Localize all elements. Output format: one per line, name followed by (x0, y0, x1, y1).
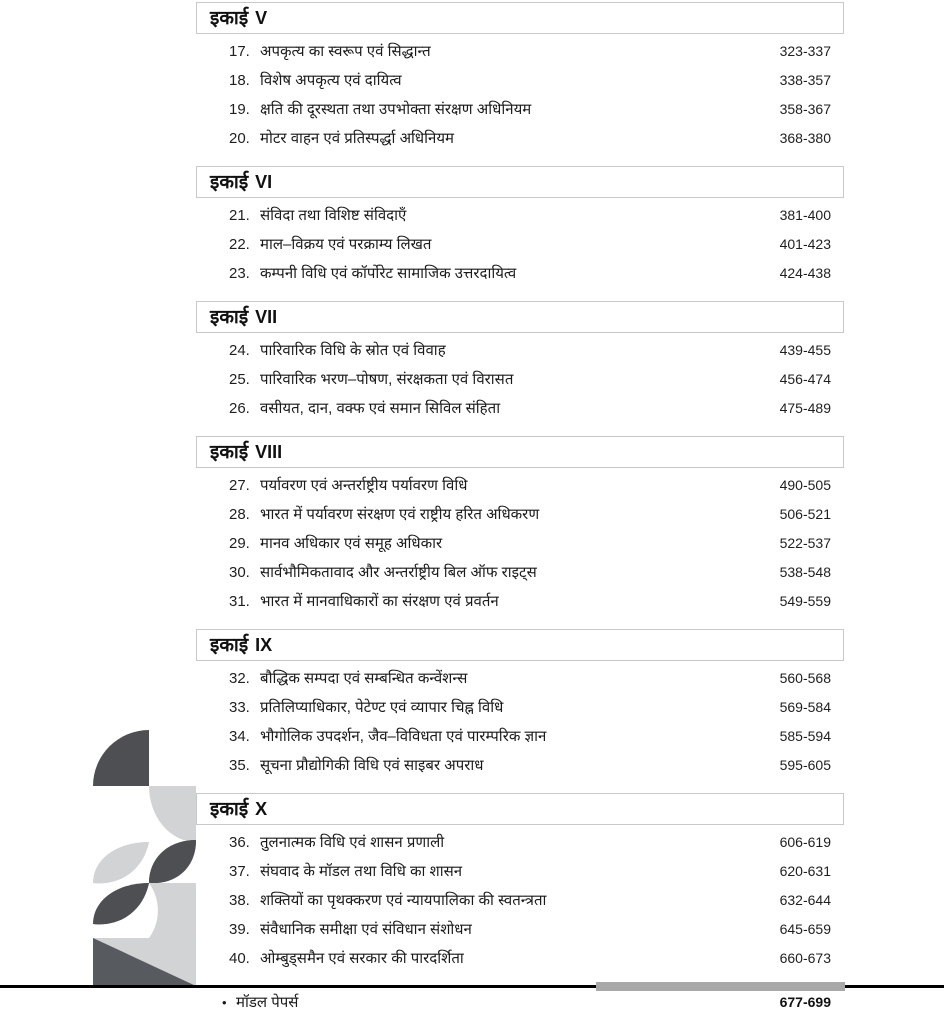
toc-entry-row[interactable] (196, 591, 844, 620)
toc-entry-row[interactable] (196, 70, 844, 99)
toc-entry-title: अपकृत्य का स्वरूप एवं सिद्धान्त (260, 43, 431, 60)
toc-entry-pages: 506-521 (779, 506, 831, 522)
toc-entry-number: 31. (229, 593, 250, 610)
toc-entry-title: सार्वभौमिकतावाद और अन्तर्राष्ट्रीय बिल ऑफ राइट्स (260, 564, 537, 581)
toc-entry-pages: 595-605 (779, 757, 831, 773)
toc-entry-row[interactable] (196, 919, 844, 948)
toc-entry-pages: 560-568 (779, 670, 831, 686)
toc-entry-pages: 368-380 (779, 130, 831, 146)
toc-entry-row[interactable] (196, 668, 844, 697)
footer-accent-bar (596, 982, 845, 991)
toc-entry-pages: 475-489 (779, 400, 831, 416)
toc-entry-pages: 645-659 (779, 921, 831, 937)
toc-entry-row[interactable] (196, 861, 844, 890)
unit-header-x (196, 793, 844, 825)
unit-label: इकाई (210, 7, 249, 29)
toc-entry-row[interactable] (196, 128, 844, 157)
toc-entry-number: 27. (229, 477, 250, 494)
toc-entry-row[interactable] (196, 697, 844, 726)
toc-entry-title: संवैधानिक समीक्षा एवं संविधान संशोधन (260, 921, 472, 938)
toc-entry-number: 30. (229, 564, 250, 581)
toc-entry-pages: 424-438 (779, 265, 831, 281)
toc-entry-pages: 358-367 (779, 101, 831, 117)
bullet-icon: • (222, 995, 227, 1010)
toc-entry-title: तुलनात्मक विधि एवं शासन प्रणाली (260, 834, 445, 851)
toc-entry-pages: 620-631 (779, 863, 831, 879)
toc-entry-pages: 606-619 (779, 834, 831, 850)
unit-entry-list (196, 668, 844, 784)
unit-entry-list (196, 340, 844, 427)
toc-entry-pages: 660-673 (779, 950, 831, 966)
toc-entry-row[interactable] (196, 948, 844, 977)
unit-label: इकाई (210, 441, 249, 463)
unit-entry-list (196, 475, 844, 620)
unit-block (196, 629, 844, 784)
unit-entry-list (196, 41, 844, 157)
unit-label: इकाई (210, 306, 249, 328)
toc-entry-title: मानव अधिकार एवं समूह अधिकार (260, 535, 443, 552)
toc-entry-pages: 585-594 (779, 728, 831, 744)
unit-header-vi (196, 166, 844, 198)
unit-header-viii (196, 436, 844, 468)
unit-header-v (196, 2, 844, 34)
toc-entry-number: 23. (229, 265, 250, 282)
toc-entry-title: भौगोलिक उपदर्शन, जैव–विविधता एवं पारम्परिक ज्ञान (260, 728, 547, 745)
unit-roman-numeral: V (255, 8, 268, 28)
unit-block (196, 301, 844, 427)
toc-entry-row[interactable] (196, 369, 844, 398)
toc-entry-title: संविदा तथा विशिष्ट संविदाएँ (260, 207, 407, 224)
unit-label: इकाई (210, 171, 249, 193)
toc-entry-pages: 522-537 (779, 535, 831, 551)
toc-entry-row[interactable] (196, 533, 844, 562)
toc-content (196, 2, 844, 1021)
toc-entry-title: बौद्धिक सम्पदा एवं सम्बन्धित कन्वेंशन्स (260, 670, 468, 687)
toc-entry-row[interactable] (196, 234, 844, 263)
toc-entry-number: 20. (229, 130, 250, 147)
unit-header-ix (196, 629, 844, 661)
toc-entry-title: ओम्बुड्समैन एवं सरकार की पारदर्शिता (260, 950, 464, 967)
toc-entry-pages: 323-337 (779, 43, 831, 59)
toc-entry-row[interactable] (196, 755, 844, 784)
toc-entry-number: 18. (229, 72, 250, 89)
unit-block (196, 166, 844, 292)
toc-entry-title: पारिवारिक विधि के स्रोत एवं विवाह (260, 342, 446, 359)
toc-entry-number: 37. (229, 863, 250, 880)
toc-entry-number: 39. (229, 921, 250, 938)
toc-entry-row[interactable] (196, 398, 844, 427)
toc-entry-title: पर्यावरण एवं अन्तर्राष्ट्रीय पर्यावरण विधि (260, 477, 468, 494)
toc-entry-title: क्षति की दूरस्थता तथा उपभोक्ता संरक्षण अधिनियम (260, 101, 532, 118)
unit-block (196, 436, 844, 620)
toc-entry-number: 33. (229, 699, 250, 716)
toc-entry-number: 32. (229, 670, 250, 687)
toc-entry-pages: 338-357 (779, 72, 831, 88)
toc-entry-number: 26. (229, 400, 250, 417)
unit-label: इकाई (210, 798, 249, 820)
toc-entry-pages: 632-644 (779, 892, 831, 908)
toc-entry-title: भारत में मानवाधिकारों का संरक्षण एवं प्रवर्तन (260, 593, 499, 610)
unit-roman-numeral: VII (255, 307, 278, 327)
toc-entry-pages: 490-505 (779, 477, 831, 493)
unit-entry-list (196, 205, 844, 292)
toc-extras (196, 992, 844, 1021)
toc-entry-number: 38. (229, 892, 250, 909)
toc-entry-number: 40. (229, 950, 250, 967)
toc-entry-title: कम्पनी विधि एवं कॉर्पोरेट सामाजिक उत्तरदायित्व (260, 265, 517, 282)
toc-entry-row[interactable] (196, 504, 844, 533)
toc-entry-row[interactable] (196, 99, 844, 128)
toc-entry-number: 25. (229, 371, 250, 388)
toc-entry-number: 34. (229, 728, 250, 745)
unit-roman-numeral: X (255, 799, 268, 819)
toc-entry-pages: 456-474 (779, 371, 831, 387)
toc-entry-title: सूचना प्रौद्योगिकी विधि एवं साइबर अपराध (260, 757, 484, 774)
toc-entry-row[interactable] (196, 726, 844, 755)
toc-entry-number: 19. (229, 101, 250, 118)
toc-entry-title: वसीयत, दान, वक्फ एवं समान सिविल संहिता (260, 400, 501, 417)
toc-entry-pages: 549-559 (779, 593, 831, 609)
toc-entry-pages: 569-584 (779, 699, 831, 715)
unit-roman-numeral: IX (255, 635, 273, 655)
toc-entry-title: पारिवारिक भरण–पोषण, संरक्षकता एवं विरासत (260, 371, 514, 388)
unit-label: इकाई (210, 634, 249, 656)
unit-block (196, 2, 844, 157)
toc-entry-number: 28. (229, 506, 250, 523)
toc-entry-pages: 381-400 (779, 207, 831, 223)
toc-entry-row[interactable] (196, 41, 844, 70)
unit-roman-numeral: VI (255, 172, 273, 192)
toc-entry-pages: 538-548 (779, 564, 831, 580)
toc-entry-number: 36. (229, 834, 250, 851)
toc-extra-title: मॉडल पेपर्स (236, 994, 299, 1011)
toc-entry-title: मोटर वाहन एवं प्रतिस्पर्द्धा अधिनियम (260, 130, 455, 147)
toc-entry-row[interactable] (196, 832, 844, 861)
unit-roman-numeral: VIII (255, 442, 283, 462)
toc-entry-pages: 401-423 (779, 236, 831, 252)
toc-entry-number: 35. (229, 757, 250, 774)
toc-extra-row[interactable] (196, 992, 844, 1021)
toc-entry-title: भारत में पर्यावरण संरक्षण एवं राष्ट्रीय हरित अधिकरण (260, 506, 540, 523)
toc-entry-number: 29. (229, 535, 250, 552)
toc-entry-number: 17. (229, 43, 250, 60)
toc-entry-row[interactable] (196, 562, 844, 591)
toc-entry-row[interactable] (196, 890, 844, 919)
toc-entry-row[interactable] (196, 475, 844, 504)
toc-entry-row[interactable] (196, 340, 844, 369)
unit-block (196, 793, 844, 977)
toc-entry-number: 21. (229, 207, 250, 224)
toc-entry-row[interactable] (196, 263, 844, 292)
unit-header-vii (196, 301, 844, 333)
toc-extra-pages: 677-699 (779, 994, 831, 1010)
toc-entry-number: 24. (229, 342, 250, 359)
toc-entry-title: शक्तियों का पृथक्करण एवं न्यायपालिका की स्वतन्त्रता (260, 892, 547, 909)
unit-entry-list (196, 832, 844, 977)
toc-entry-row[interactable] (196, 205, 844, 234)
publisher-emblem-icon (93, 728, 196, 986)
toc-entry-number: 22. (229, 236, 250, 253)
toc-entry-pages: 439-455 (779, 342, 831, 358)
toc-entry-title: विशेष अपकृत्य एवं दायित्व (260, 72, 402, 89)
toc-entry-title: माल–विक्रय एवं परक्राम्य लिखत (260, 236, 432, 253)
toc-entry-title: संघवाद के मॉडल तथा विधि का शासन (260, 863, 463, 880)
toc-entry-title: प्रतिलिप्याधिकार, पेटेण्ट एवं व्यापार चिह्न विधि (260, 699, 504, 716)
